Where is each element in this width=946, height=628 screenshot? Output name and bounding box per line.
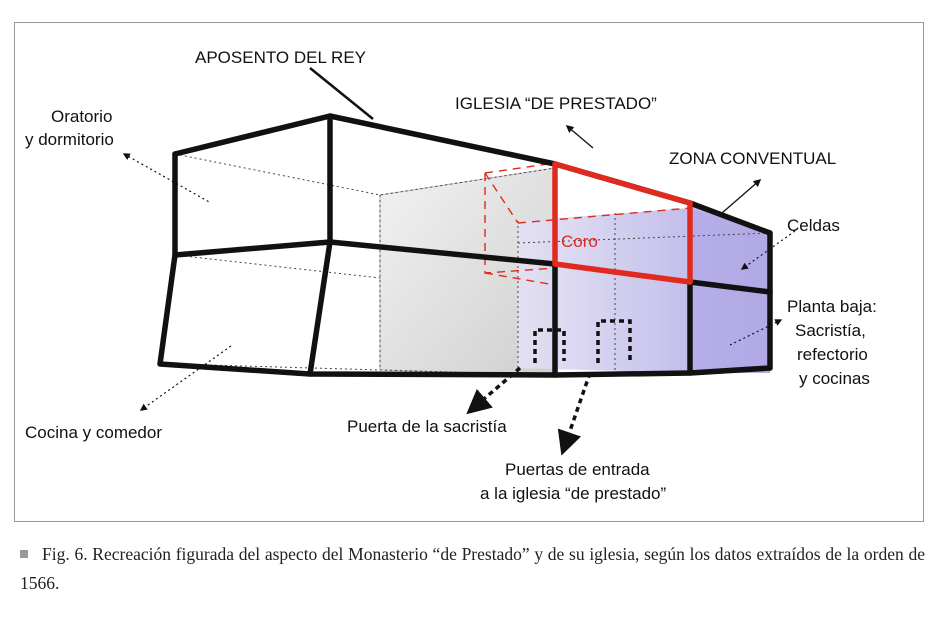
aposento-pointer <box>310 68 373 119</box>
figure-caption <box>20 540 925 598</box>
label-planta-1: Planta baja: <box>787 297 877 316</box>
label-cocina: Cocina y comedor <box>25 423 163 442</box>
label-coro: Coro <box>561 232 598 251</box>
cocina-pointer <box>141 346 231 410</box>
label-planta-4: y cocinas <box>799 369 870 388</box>
zona-pointer <box>722 180 760 213</box>
label-aposento: APOSENTO DEL REY <box>195 48 366 67</box>
label-iglesia: IGLESIA “DE PRESTADO” <box>455 94 657 113</box>
oratorio-pointer <box>124 154 211 203</box>
monastery-diagram <box>15 23 925 523</box>
caption-text: Fig. 6. Recreación figurada del aspecto del Monasterio “de Prestado” y de su iglesia, según los datos extraídos de la orden de 1566. <box>20 544 925 593</box>
label-planta-3: refectorio <box>797 345 868 364</box>
label-puertas-2: a la iglesia “de prestado” <box>480 484 667 503</box>
label-puerta-sacristia: Puerta de la sacristía <box>347 417 507 436</box>
iglesia-pointer <box>567 126 593 148</box>
label-puertas-1: Puertas de entrada <box>505 460 650 479</box>
figure-frame <box>14 22 924 522</box>
label-oratorio-2: y dormitorio <box>25 130 114 149</box>
label-celdas: Celdas <box>787 216 840 235</box>
label-oratorio-1: Oratorio <box>51 107 113 126</box>
label-zona: ZONA CONVENTUAL <box>669 149 837 168</box>
caption-bullet-icon <box>20 550 28 558</box>
puertas-pointer <box>563 373 590 451</box>
label-planta-2: Sacristía, <box>795 321 866 340</box>
